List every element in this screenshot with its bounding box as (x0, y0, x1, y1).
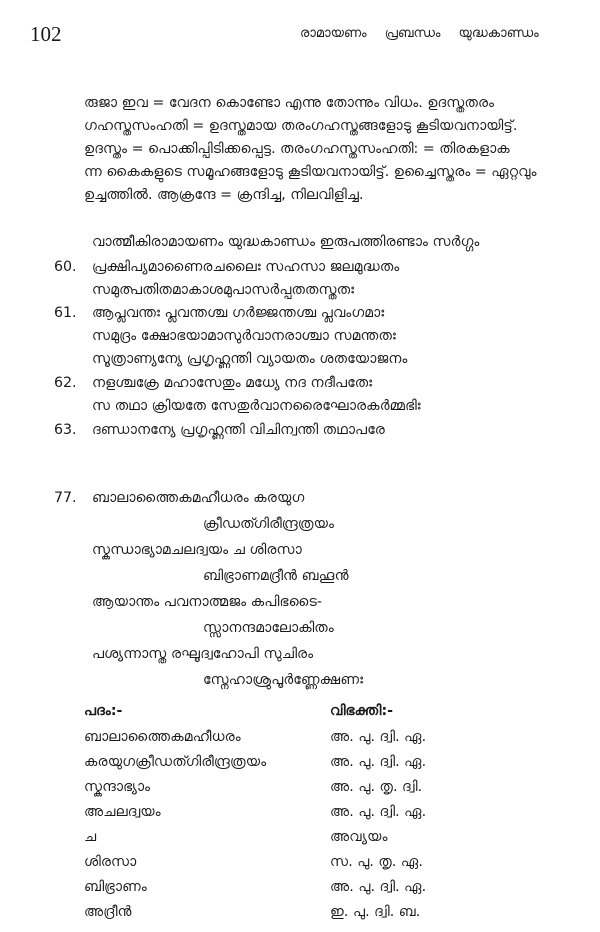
grammar-word: കരയുഗക്രീഡത്ഗിരീന്ദ്രത്രയം (84, 754, 267, 770)
grammar-header-word: പദം:- (84, 703, 123, 719)
poem-line: സ്നേഹാശ്രുപൂർണ്ണേക്ഷണഃ (203, 672, 364, 688)
verse-number: 62. (54, 375, 77, 391)
grammar-word: ശിരസാ (84, 854, 137, 870)
running-header: രാമായണം പ്രബന്ധം യുദ്ധകാണ്ഡം (300, 26, 539, 41)
verse-line (54, 420, 385, 440)
grammar-case: അ. പു. ദ്വി. ഏ. (330, 804, 427, 820)
grammar-case: അ. പു. ദ്വി. ഏ. (330, 754, 427, 770)
verse-text: നളശ്ചക്രേ മഹാസേതും മധ്യേ നദ നദീപതേഃ (92, 375, 373, 391)
grammar-word: ബാലാത്തൈകമഹീധരം (84, 729, 241, 745)
verse-text: സ തഥാ ക്രിയതേ സേതുർവാനരൈഘോരകർമ്മഭിഃ (92, 398, 421, 414)
verse-line (54, 280, 354, 300)
poem-line: സ്സാനന്ദമാലോകിതം (203, 620, 334, 636)
commentary-line: ന്ന കൈകളുടെ സമൂഹങ്ങളോടു കൂടിയവനായിട്ട്. ഉച്ചൈസ്തരം = ഏറ്റവും (84, 164, 537, 180)
verse-text: പ്രക്ഷിപ്യമാണൈരചലൈഃ സഹസാ ജലമുദ്ധതം (92, 259, 400, 275)
page-number: 102 (30, 22, 62, 46)
poem-line: ക്രീഡത്ഗിരീന്ദ്രത്രയം (203, 516, 335, 532)
verse-text: സമുത്പതിതമാകാശമുപാസർപ്പതതസ്തതഃ (92, 282, 355, 298)
verse-number: 61. (54, 305, 77, 321)
commentary-line: ഗഹസ്തസംഹതി = ഉദസ്തമായ തരംഗഹസ്തങ്ങളോടു കൂടിയവനായിട്ട്. (84, 118, 518, 134)
grammar-header-case: വിഭക്തി:- (330, 703, 394, 719)
verse-line (54, 326, 396, 346)
verse-text: സൂത്രാണ്യന്യേ പ്രഗൃഹ്ണന്തി വ്യായതം ശതയോജനം (92, 351, 408, 367)
verse-number: 63. (54, 422, 77, 438)
verse-line (54, 396, 421, 416)
verse-line (54, 257, 399, 277)
grammar-word: അചലദ്വയം (84, 804, 161, 820)
grammar-case: ഇ. പു. ദ്വി. ബ. (330, 904, 421, 920)
grammar-word: ബിഭ്രാണം (84, 879, 147, 895)
grammar-word: സ്കന്ദാഭ്യാം (84, 779, 151, 795)
verse-line (54, 373, 372, 393)
poem-line: സ്കന്ധാഭ്യാമചലദ്വയം ച ശിരസാ (92, 542, 302, 558)
grammar-case: അ. പു. ദ്വി. ഏ. (330, 729, 427, 745)
verse-number: 60. (54, 259, 77, 275)
verse-text: സമുദ്രം ക്ഷോഭയാമാസുർവാനരാശ്ചാ സമന്തതഃ (92, 328, 396, 344)
verse-line (54, 349, 408, 369)
grammar-case: സ. പു. തൃ. ഏ. (330, 854, 423, 870)
poem-line: ബാലാത്തൈകമഹീധരം കരയുഗ (92, 490, 305, 506)
poem-line: ബിഭ്രാണമദ്രീൻ ബഹൂൻ (203, 568, 349, 584)
poem-line: ആയാന്തം പവനാത്മജം കപിഭടൈ- (92, 594, 323, 610)
grammar-word: അദ്രീൻ (84, 904, 132, 920)
grammar-word: ച (84, 829, 97, 845)
commentary-line: രുജാ ഇവ = വേദന കൊണ്ടോ എന്നു തോന്നും വിധം. ഉദസ്തതരം (84, 95, 495, 111)
sarga-heading: വാത്മീകിരാമായണം യുദ്ധകാണ്ഡം ഇരുപത്തിരണ്ടാം സർഗ്ഗം (92, 234, 480, 250)
poem-number: 77. (54, 490, 77, 506)
commentary-line: ഉദസ്തം = പൊക്കിപ്പിടിക്കപ്പെട്ട. തരംഗഹസ്തസംഹതി: = തിരകളാക (84, 141, 510, 157)
verse-line (54, 303, 384, 323)
grammar-case: അവ്യയം (330, 829, 388, 845)
verse-text: ആപ്ലവന്തഃ പ്ലവന്തശ്ച ഗർജ്ജന്തശ്ച പ്ലവംഗമാഃ (92, 305, 385, 321)
grammar-case: അ. പു. തൃ. ദ്വി. (330, 779, 423, 795)
verse-text: ദണ്ഡാനന്യേ പ്രഗൃഹ്ണന്തി വിചിന്വന്തി തഥാപരേ (92, 422, 385, 438)
commentary-line: ഉച്ചത്തിൽ. ആക്രന്ദേ = ക്രന്ദിച്ച, നിലവിളിച്ച. (84, 187, 364, 203)
poem-line: പശ്യന്നാസ്ത രഘൂദ്വഹോപി സുചിരം (92, 646, 314, 662)
grammar-case: അ. പു. ദ്വി. ഏ. (330, 879, 427, 895)
